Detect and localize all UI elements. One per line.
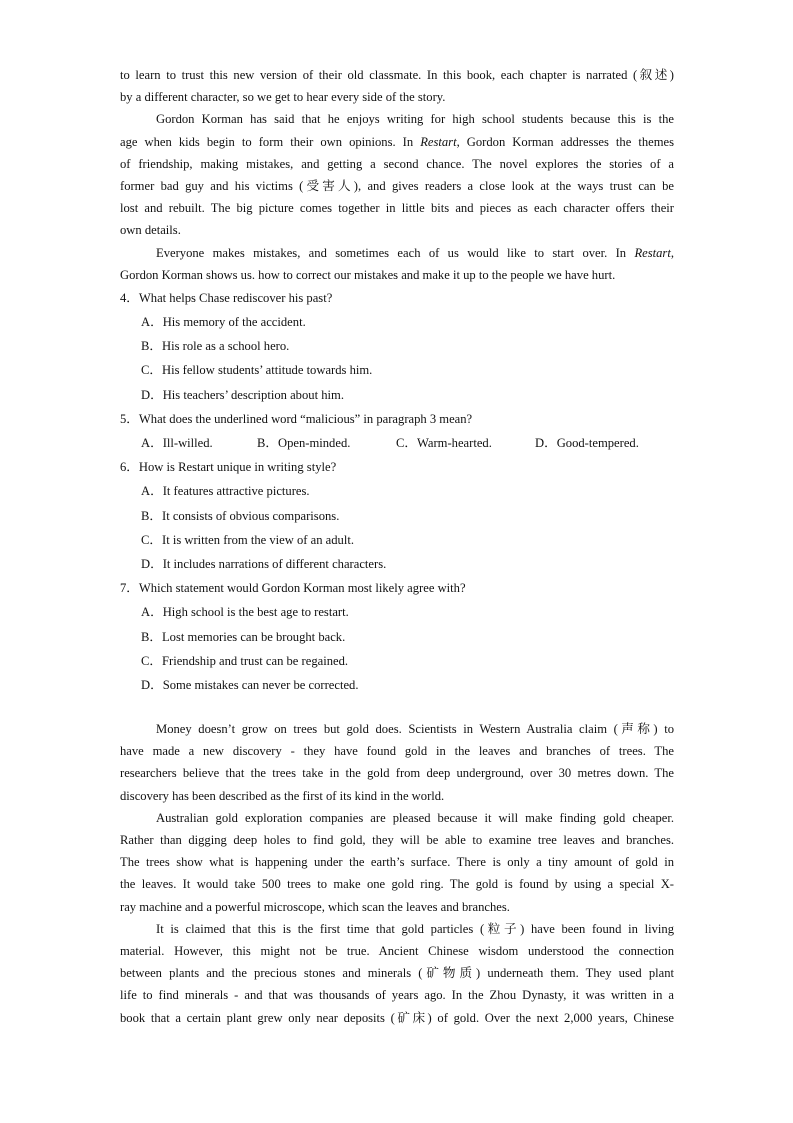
passage-line: own details. [120,223,181,238]
answer-option[interactable]: A．It features attractive pictures. [141,484,310,499]
passage-line: Money doesn’t grow on trees but gold does. Scientists in Western Australia claim (声称) to [156,722,674,737]
answer-option[interactable]: D．His teachers’ description about him. [141,387,344,402]
answer-option[interactable]: B．Open-minded. [257,436,351,450]
book-title: Restart [420,134,457,149]
answer-option[interactable]: A．High school is the best age to restart. [141,605,349,620]
passage-line: Gordon Korman has said that he enjoys writing for high school students because this is the [156,112,674,127]
question-stem: 7．Which statement would Gordon Korman most likely agree with? [120,581,466,596]
passage-line: life to find minerals - and that was thousands of years ago. In the Zhou Dynasty, it was written in a [120,988,674,1003]
passage-line: Rather than digging deep holes to find gold, they will be able to examine tree leaves and branches. [120,833,674,847]
passage-line: the leaves. It would take 500 trees to make one gold ring. The gold is found by using a special X- [120,877,674,892]
book-title: Restart [634,245,671,260]
answer-option[interactable]: D．It includes narrations of different characters. [141,556,387,571]
passage-line [120,242,674,264]
answer-option[interactable]: B．Lost memories can be brought back. [141,629,346,644]
answer-option[interactable]: A．Ill-willed. [141,436,213,450]
passage-line: former bad guy and his victims (受害人), and gives readers a close look at the ways trust can be [120,178,674,193]
passage-line [120,131,674,153]
question-stem: 4．What helps Chase rediscover his past? [120,290,333,305]
answer-option[interactable]: B．His role as a school hero. [141,339,290,354]
passage-line: Australian gold exploration companies are pleased because it will make finding gold cheaper. [156,810,674,825]
passage-line: by a different character, so we get to hear every side of the story. [120,90,446,105]
answer-option[interactable]: D．Good-tempered. [535,436,639,450]
answer-option[interactable]: D．Some mistakes can never be corrected. [141,677,359,692]
text-span: Everyone makes mistakes, and sometimes each of us would like to start over. In [156,245,635,260]
answer-option[interactable]: B．It consists of obvious comparisons. [141,508,340,523]
answer-options-row [120,431,674,455]
text-span: , Gordon Korman addresses the themes [456,134,675,149]
answer-option[interactable]: C．Warm-hearted. [396,436,492,450]
passage-line: of friendship, making mistakes, and getting a second chance. The novel explores the stories of a [120,156,674,171]
passage-line: book that a certain plant grew only near deposits (矿床) of gold. Over the next 2,000 years, Chinese [120,1010,674,1025]
answer-option[interactable]: C．It is written from the view of an adult. [141,532,354,547]
passage-line: to learn to trust this new version of their old classmate. In this book, each chapter is narrated (叙述) [120,68,674,82]
passage-line: between plants and the precious stones and minerals (矿物质) underneath them. They used plant [120,966,674,981]
document-body [120,64,674,1029]
passage-line: material. However, this might not be true. Ancient Chinese wisdom understood the connection [120,943,674,958]
answer-option[interactable]: A．His memory of the accident. [141,315,306,330]
section-gap [120,697,674,718]
passage-line: researchers believe that the trees take in the gold from deep underground, over 30 metres down. The [120,766,674,781]
question-stem: 5．What does the underlined word “malicious” in paragraph 3 mean? [120,411,473,426]
passage-line: have made a new discovery - they have found gold in the leaves and branches of trees. The [120,744,674,759]
passage-line: Gordon Korman shows us. how to correct our mistakes and make it up to the people we have hurt. [120,267,616,282]
answer-option[interactable]: C．His fellow students’ attitude towards him. [141,363,373,378]
answer-option[interactable]: C．Friendship and trust can be regained. [141,653,349,668]
passage-line: discovery has been described as the first of its kind in the world. [120,788,445,803]
passage-line: It is claimed that this is the first time that gold particles (粒子) have been found in living [156,921,674,936]
question-stem: 6．How is Restart unique in writing style? [120,460,337,475]
passage-line: lost and rebuilt. The big picture comes together in little bits and pieces as each character offers their [120,201,674,216]
passage-line: ray machine and a powerful microscope, which scan the leaves and branches. [120,899,510,914]
text-span: , [670,245,674,260]
text-span: age when kids begin to form their own opinions. In [120,134,421,149]
passage-line: The trees show what is happening under the earth’s surface. There is only a tiny amount of gold in [120,855,674,870]
